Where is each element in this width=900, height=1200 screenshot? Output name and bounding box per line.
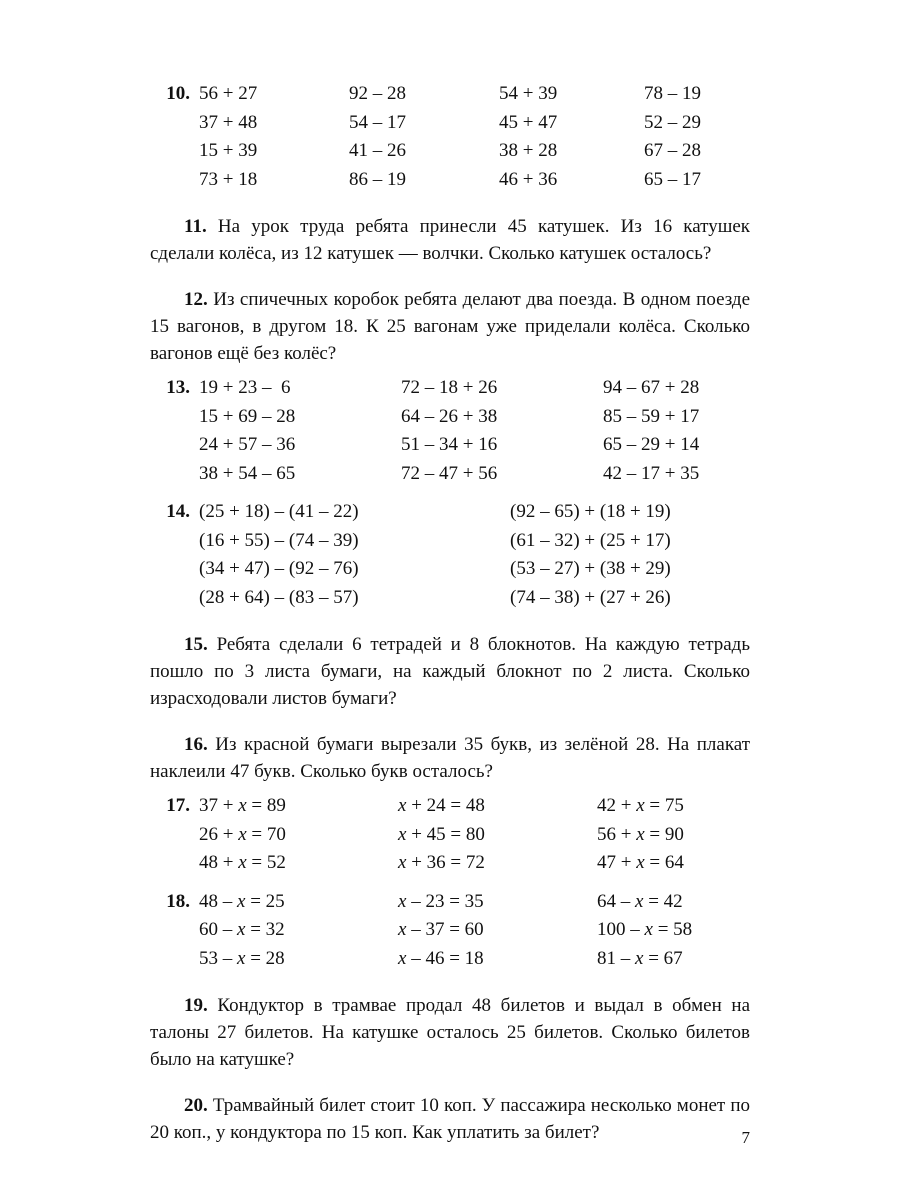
expression-column — [398, 888, 597, 974]
exercise-block — [150, 374, 750, 488]
expression-cell: 15 + 39 — [199, 140, 258, 161]
exercise-number: 10. — [166, 83, 190, 104]
expression-cell: 67 – 28 — [644, 140, 701, 161]
exercise-number: 14. — [166, 501, 190, 522]
expression-columns — [199, 792, 750, 878]
expression-cell: 60 – х = 32 — [199, 919, 285, 940]
expression-columns — [199, 374, 750, 488]
expression-cell: 51 – 34 + 16 — [401, 434, 498, 455]
exercise-paragraph — [150, 631, 750, 712]
exercise-text: На урок труда ребята принесли 45 катушек. Из 16 катушек сделали колёса, из 12 катушек — волчки. Сколько катушек осталось? — [150, 216, 751, 264]
expression-cell: (61 – 32) + (25 + 17) — [510, 529, 671, 551]
expression-column — [401, 374, 603, 488]
expression-cell: 45 + 47 — [499, 111, 558, 133]
expression-cell: (92 – 65) + (18 + 19) — [510, 501, 671, 522]
expression-columns — [199, 888, 750, 974]
expression-cell: 15 + 69 – 28 — [199, 405, 296, 427]
expression-column — [499, 80, 644, 194]
exercise-number: 18. — [166, 890, 190, 912]
expression-cell: 48 + х = 52 — [199, 852, 286, 873]
exercise-paragraph — [150, 731, 750, 785]
exercise-text: Трамвайный билет стоит 10 коп. У пассажира несколько монет по 20 коп., у кондуктора по 15 коп. Как уплатить за билет? — [150, 1095, 750, 1143]
exercise-text: Кондуктор в трамвае продал 48 билетов и выдал в обмен на талоны 27 билетов. На катушке осталось 25 билетов. Сколько билетов было на катушке? — [150, 995, 751, 1070]
exercise-text: Из красной бумаги вырезали 35 букв, из зелёной 28. На плакат наклеили 47 букв. Сколько букв осталось? — [150, 734, 751, 782]
expression-cell: 72 – 47 + 56 — [401, 462, 498, 484]
exercise-number: 20. — [184, 1095, 208, 1116]
exercise-text: Ребята сделали 6 тетрадей и 8 блокнотов. На каждую тетрадь пошло по 3 листа бумаги, на каждый блокнот по 2 листа. Сколько израсходовали листов бумаги? — [150, 634, 751, 709]
exercise-number: 19. — [184, 995, 208, 1016]
expression-cell: 85 – 59 + 17 — [603, 405, 700, 427]
expression-column — [597, 888, 692, 974]
expression-cell: 56 + 27 — [199, 83, 258, 104]
expression-cell: 52 – 29 — [644, 111, 701, 133]
expression-cell: х – 23 = 35 — [398, 890, 484, 912]
expression-cell: х – 37 = 60 — [398, 919, 484, 940]
expression-cell: 48 – х = 25 — [199, 890, 285, 912]
expression-cell: 64 – х = 42 — [597, 890, 683, 912]
expression-cell: х + 36 = 72 — [398, 852, 485, 873]
exercise-paragraph — [150, 1092, 750, 1146]
expression-cell: 41 – 26 — [349, 140, 406, 161]
expression-cell: 64 – 26 + 38 — [401, 405, 498, 427]
expression-cell: (16 + 55) – (74 – 39) — [199, 529, 359, 551]
expression-cell: 54 – 17 — [349, 111, 406, 133]
expression-column — [199, 80, 349, 194]
expression-cell: 38 + 28 — [499, 140, 558, 161]
expression-cell: 38 + 54 – 65 — [199, 462, 296, 484]
expression-cell: 92 – 28 — [349, 83, 406, 104]
expression-cell: 72 – 18 + 26 — [401, 377, 498, 398]
exercise-block — [150, 888, 750, 974]
expression-column — [199, 374, 401, 488]
expression-cell: 100 – х = 58 — [597, 919, 693, 940]
expression-cell: 42 – 17 + 35 — [603, 462, 700, 484]
expression-cell: х – 46 = 18 — [398, 947, 484, 969]
exercise-number: 12. — [184, 289, 208, 310]
expression-cell: 24 + 57 – 36 — [199, 434, 296, 455]
exercise-block — [150, 792, 750, 878]
expression-column — [199, 792, 398, 878]
exercise-paragraph — [150, 286, 750, 367]
expression-cell: 65 – 29 + 14 — [603, 434, 700, 455]
expression-column — [597, 792, 684, 878]
expression-cell: 37 + 48 — [199, 111, 258, 133]
expression-column — [603, 374, 699, 488]
expression-column — [510, 498, 671, 612]
exercise-number: 11. — [184, 216, 207, 237]
expression-cell: 86 – 19 — [349, 168, 406, 190]
expression-cell: х + 45 = 80 — [398, 823, 485, 845]
expression-column — [199, 888, 398, 974]
expression-cell: (53 – 27) + (38 + 29) — [510, 558, 671, 579]
expression-cell: 65 – 17 — [644, 168, 701, 190]
expression-column — [349, 80, 499, 194]
expression-columns — [199, 498, 750, 612]
expression-cell: 56 + х = 90 — [597, 823, 684, 845]
expression-cell: 78 – 19 — [644, 83, 701, 104]
expression-cell: 73 + 18 — [199, 168, 258, 190]
exercise-block — [150, 498, 750, 612]
expression-cell: (74 – 38) + (27 + 26) — [510, 586, 671, 608]
expression-cell: х + 24 = 48 — [398, 795, 485, 816]
expression-column — [644, 80, 701, 194]
exercise-list — [150, 80, 750, 1153]
expression-cell: (25 + 18) – (41 – 22) — [199, 501, 359, 522]
exercise-block — [150, 80, 750, 194]
expression-cell: 81 – х = 67 — [597, 947, 683, 969]
expression-column — [398, 792, 597, 878]
expression-cell: 42 + х = 75 — [597, 795, 684, 816]
exercise-number: 16. — [184, 734, 208, 755]
exercise-number: 13. — [166, 377, 190, 398]
expression-cell: 47 + х = 64 — [597, 852, 684, 873]
exercise-text: Из спичечных коробок ребята делают два поезда. В одном поезде 15 вагонов, в другом 18. К 25 вагонам уже приделали колёса. Сколько вагонов ещё без колёс? — [150, 289, 751, 364]
expression-cell: 46 + 36 — [499, 168, 558, 190]
exercise-paragraph — [150, 992, 750, 1073]
exercise-number: 17. — [166, 795, 190, 816]
expression-cell: 19 + 23 – 6 — [199, 377, 291, 398]
expression-cell: 54 + 39 — [499, 83, 558, 104]
expression-cell: 37 + х = 89 — [199, 795, 286, 816]
expression-cell: (34 + 47) – (92 – 76) — [199, 558, 359, 579]
expression-column — [199, 498, 510, 612]
expression-cell: 53 – х = 28 — [199, 947, 285, 969]
page-number: 7 — [741, 1128, 750, 1147]
exercise-number: 15. — [184, 634, 208, 655]
expression-cell: 94 – 67 + 28 — [603, 377, 700, 398]
expression-cell: 26 + х = 70 — [199, 823, 286, 845]
expression-cell: (28 + 64) – (83 – 57) — [199, 586, 359, 608]
exercise-paragraph — [150, 213, 750, 267]
expression-columns — [199, 80, 750, 194]
